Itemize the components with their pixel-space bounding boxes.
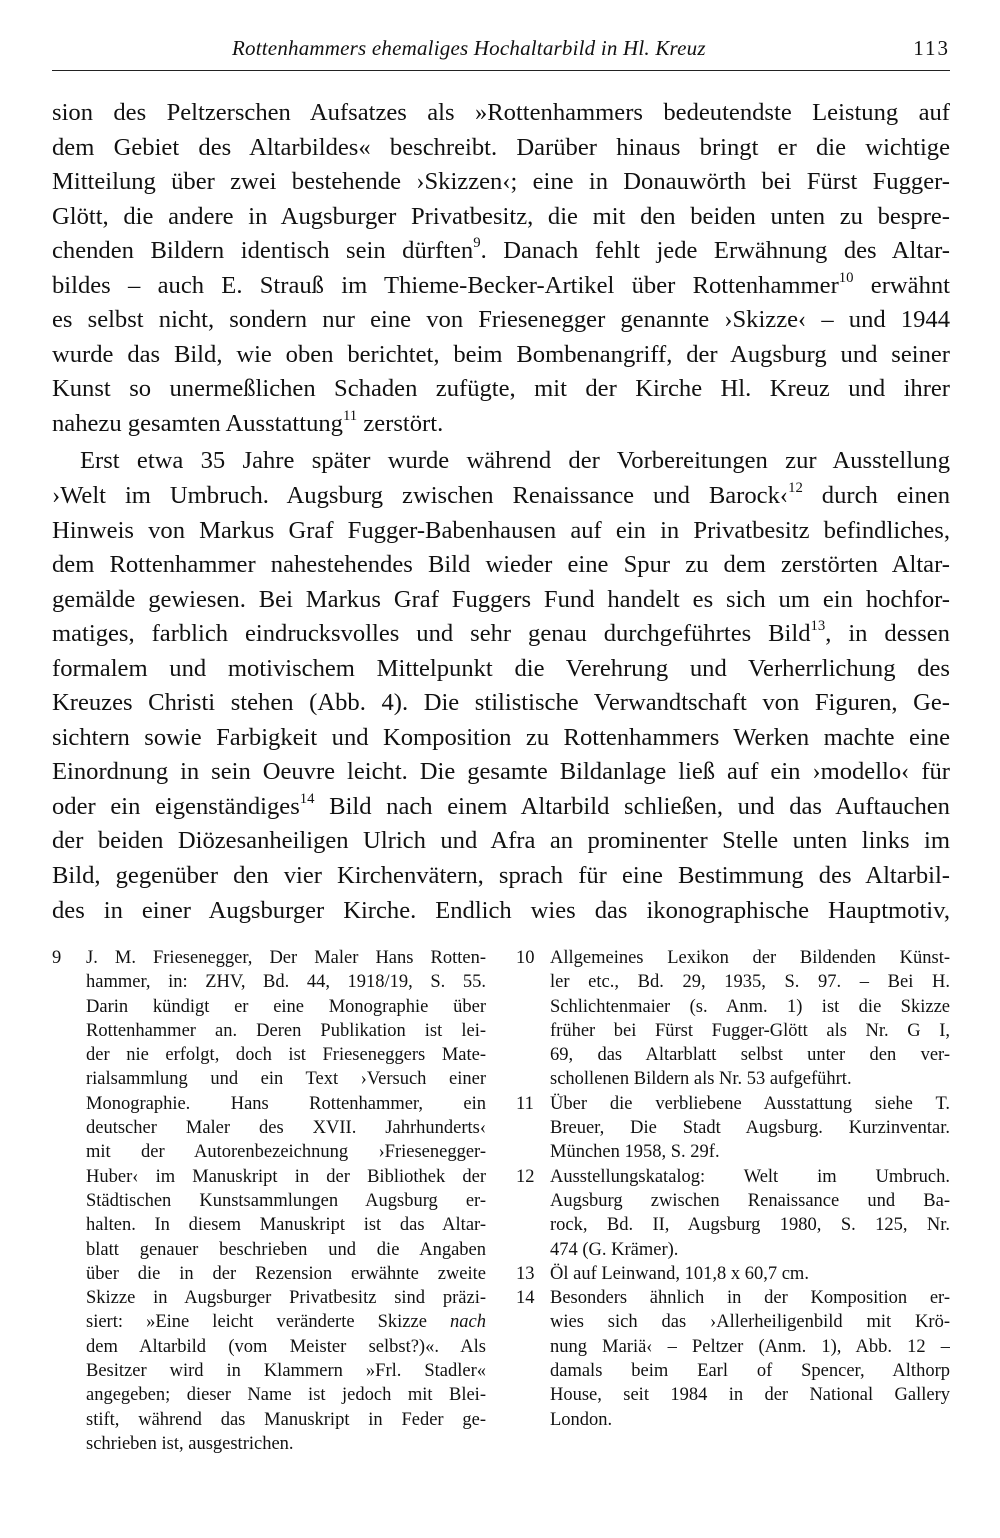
footnote-line: Augsburg zwischen Renaissance und Ba- <box>550 1190 950 1211</box>
text-span: bildes – auch E. Strauß im Thieme-Becker-Artikel über Rottenhammer <box>52 271 839 299</box>
footnote-line: 474 (G. Krämer). <box>550 1239 679 1260</box>
text-line: Kreuzes Christi stehen (Abb. 4). Die stilistische Verwandtschaft von Figuren, Ge- <box>52 689 950 717</box>
footnote-number: 12 <box>516 1166 535 1187</box>
text-span: matiges, farblich eindrucksvolles und sehr genau durchgeführtes Bild <box>52 620 811 648</box>
text-line <box>52 790 950 825</box>
text-line: Einordnung in sein Oeuvre leicht. Die gesamte Bildanlage ließ auf ein ›modello‹ für <box>52 758 950 786</box>
text-line: formalem und motivischem Mittelpunkt die Verehrung und Verherrlichung des <box>52 654 950 682</box>
footnote-line: House, seit 1984 in der National Gallery <box>550 1385 950 1406</box>
footnote-line: München 1958, S. 29f. <box>550 1142 720 1163</box>
text-line: des in einer Augsburger Kirche. Endlich wies das ikonographische Hauptmotiv, <box>52 896 950 924</box>
footnote-number: 14 <box>516 1288 535 1309</box>
footnote-line: ler etc., Bd. 29, 1935, S. 97. – Bei H. <box>550 972 950 993</box>
footnote-line: schollenen Bildern als Nr. 53 aufgeführt. <box>550 1069 852 1090</box>
italic-word: nach <box>450 1312 486 1333</box>
text-line: Bild, gegenüber den vier Kirchenvätern, sprach für eine Bestimmung des Altarbil- <box>52 862 950 890</box>
text-line <box>52 617 950 652</box>
text-span: oder ein eigenständiges <box>52 792 300 820</box>
footnote-line: rialsammlung und ein Text ›Versuch einer <box>86 1069 486 1090</box>
footnote-line: stift, während das Manuskript in Feder ge- <box>86 1409 486 1430</box>
footnote-line: der nie erfolgt, doch ist Frieseneggers Mate- <box>86 1045 486 1066</box>
footnote-line: halten. In diesem Manuskript ist das Altar- <box>86 1215 486 1236</box>
footnote-line: schrieben ist, ausgestrichen. <box>86 1433 294 1454</box>
footnote-line: Besitzer wird in Klammern »Frl. Stadler« <box>86 1361 486 1382</box>
footnote-line: wies sich das ›Allerheiligenbild mit Krö- <box>550 1312 950 1333</box>
footnote-ref[interactable]: 13 <box>810 618 826 635</box>
footnotes-left-column <box>52 946 486 1456</box>
text-line: Erst etwa 35 Jahre später wurde während der Vorbereitungen zur Ausstellung <box>80 447 950 475</box>
footnote-line: nung Mariä‹ – Peltzer (Anm. 1), Abb. 12 – <box>550 1336 950 1357</box>
footnote-line: Skizze in Augsburger Privatbesitz sind präzi- <box>86 1288 486 1309</box>
footnote-line: 69, das Altarblatt selbst unter den ver- <box>550 1045 950 1066</box>
footnote-line: Über die verbliebene Ausstattung siehe T. <box>550 1093 950 1114</box>
footnote-ref[interactable]: 9 <box>473 235 481 252</box>
text-line: dem Rottenhammer nahestehendes Bild wieder eine Spur zu dem zerstörten Altar- <box>52 551 950 579</box>
body-text <box>52 96 950 928</box>
footnote-line: Besonders ähnlich in der Komposition er- <box>550 1288 950 1309</box>
footnote-line: rock, Bd. II, Augsburg 1980, S. 125, Nr. <box>550 1215 950 1236</box>
text-line: es selbst nicht, sondern nur eine von Friesenegger genannte ›Skizze‹ – und 1944 <box>52 306 950 334</box>
footnote-12 <box>516 1165 950 1262</box>
footnote-line: London. <box>550 1409 613 1430</box>
footnote-number: 9 <box>52 948 62 968</box>
footnote-line: dem Altarbild (vom Meister selbst?)«. Als <box>86 1336 486 1357</box>
footnote-line: über die in der Rezension erwähnte zweite <box>86 1263 486 1284</box>
running-header <box>52 36 950 71</box>
footnote-line: Rottenhammer an. Deren Publikation ist lei- <box>86 1020 486 1041</box>
footnote-line: Monographie. Hans Rottenhammer, ein <box>86 1093 486 1114</box>
text-span: chenden Bildern identisch sein dürften <box>52 237 474 265</box>
footnote-ref[interactable]: 10 <box>838 269 854 286</box>
footnote-line: Darin kündigt er eine Monographie über <box>86 996 486 1017</box>
running-title: Rottenhammers ehemaliges Hochaltarbild in Hl. Kreuz <box>232 36 706 60</box>
page-number: 113 <box>913 36 950 60</box>
footnote-line: Städtischen Kunstsammlungen Augsburg er- <box>86 1190 486 1211</box>
footnote-line: damals beim Earl of Spencer, Althorp <box>550 1361 950 1382</box>
footnote-9 <box>52 946 486 1456</box>
text-span: zerstört. <box>357 409 444 437</box>
text-line <box>52 407 950 442</box>
text-line: dem Gebiet des Altarbildes« beschreibt. Darüber hinaus bringt er die wichtige <box>52 133 950 161</box>
footnote-line: Ausstellungskatalog: Welt im Umbruch. <box>550 1166 950 1187</box>
text-line: sichtern sowie Farbigkeit und Komposition zu Rottenhammers Werken machte eine <box>52 723 950 751</box>
footnote-number: 11 <box>516 1093 534 1114</box>
footnote-ref[interactable]: 11 <box>342 407 358 424</box>
text-line: Hinweis von Markus Graf Fugger-Babenhausen auf ein in Privatbesitz befindliches, <box>52 516 950 544</box>
text-span: , in dessen <box>825 620 950 648</box>
text-span: nahezu gesamten Ausstattung <box>52 409 343 437</box>
text-span: . Danach fehlt jede Erwähnung des Altar- <box>480 237 950 265</box>
footnote-line: Öl auf Leinwand, 101,8 x 60,7 cm. <box>550 1263 809 1284</box>
footnote-10 <box>516 946 950 1092</box>
text-line <box>52 479 950 514</box>
footnote-line: blatt genauer beschrieben und die Angaben <box>86 1239 486 1260</box>
text-line: sion des Peltzerschen Aufsatzes als »Rottenhammers bedeutendste Leistung auf <box>52 99 950 126</box>
footnote-line: früher bei Fürst Fugger-Glött als Nr. G I, <box>550 1020 950 1041</box>
text-line: Mitteilung über zwei bestehende ›Skizzen‹; eine in Donauwörth bei Fürst Fugger- <box>52 168 950 196</box>
footnote-line <box>86 1310 486 1334</box>
footnote-number: 13 <box>516 1263 535 1284</box>
footnote-line: mit der Autorenbezeichnung ›Friesenegger- <box>86 1142 486 1163</box>
footnote-11 <box>516 1092 950 1165</box>
text-line: Glött, die andere in Augsburger Privatbesitz, die mit den beiden unten zu bespre- <box>52 202 950 230</box>
footnote-number: 10 <box>516 948 535 968</box>
footnote-ref[interactable]: 12 <box>788 479 803 496</box>
paragraph <box>52 444 950 928</box>
footnote-line: Huber‹ im Manuskript in der Bibliothek der <box>86 1166 486 1187</box>
text-span: Bild nach einem Altarbild schließen, und das Auftauchen <box>314 792 950 820</box>
text-line <box>52 269 950 304</box>
footnote-14 <box>516 1286 950 1432</box>
footnote-line: deutscher Maler des XVII. Jahrhunderts‹ <box>86 1118 486 1139</box>
text-line: Kunst so unermeßlichen Schaden zufügte, mit der Kirche Hl. Kreuz und ihrer <box>52 375 950 403</box>
text-line: gemälde gewiesen. Bei Markus Graf Fuggers Fund handelt es sich um ein hochfor- <box>52 585 950 613</box>
text-line <box>52 234 950 269</box>
footnotes-right-column <box>516 946 950 1432</box>
footnote-line: Schlichtenmaier (s. Anm. 1) ist die Skizze <box>550 996 950 1017</box>
text-line: wurde das Bild, wie oben berichtet, beim Bombenangriff, der Augsburg und seiner <box>52 340 950 368</box>
footnote-line: Breuer, Die Stadt Augsburg. Kurzinventar. <box>550 1118 950 1139</box>
footnote-line: J. M. Friesenegger, Der Maler Hans Rotten- <box>86 948 486 968</box>
footnote-line: hammer, in: ZHV, Bd. 44, 1918/19, S. 55. <box>86 972 486 993</box>
footnote-13 <box>516 1262 950 1286</box>
text-line: der beiden Diözesanheiligen Ulrich und Afra an prominenter Stelle unten links im <box>52 827 950 855</box>
text-span: durch einen <box>802 482 950 510</box>
paragraph <box>52 96 950 441</box>
footnote-line: angegeben; dieser Name ist jedoch mit Blei- <box>86 1385 486 1406</box>
text-span: erwähnt <box>853 271 950 299</box>
text-span: ›Welt im Umbruch. Augsburg zwischen Renaissance und Barock‹ <box>52 482 789 510</box>
footnote-ref[interactable]: 14 <box>299 790 315 807</box>
text-span: siert: »Eine leicht veränderte Skizze <box>86 1312 451 1333</box>
footnote-line: Allgemeines Lexikon der Bildenden Künst- <box>550 948 950 968</box>
